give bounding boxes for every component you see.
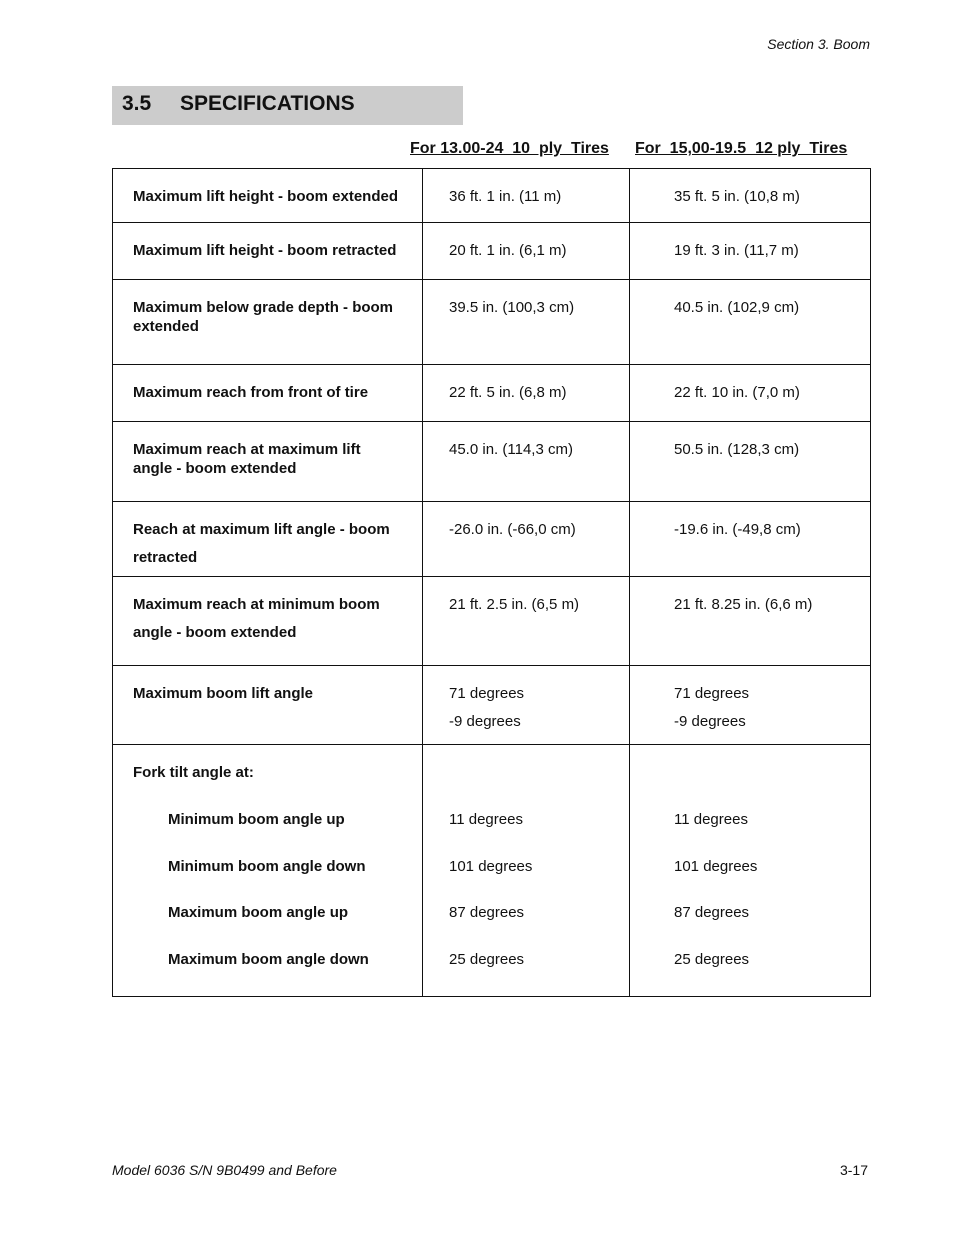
value-line: 71 degrees <box>449 685 525 702</box>
fork-item-value: 25 degrees <box>449 950 525 968</box>
spec-label: Maximum reach from front of tire <box>113 365 423 422</box>
fork-item-label: Minimum boom angle up <box>168 811 345 828</box>
value-line: -9 degrees <box>674 713 746 730</box>
footer-model: Model 6036 S/N 9B0499 and Before <box>112 1162 337 1178</box>
table-row-fork-tilt <box>113 745 871 997</box>
spec-value-15-00-19-5: 22 ft. 10 in. (7,0 m) <box>630 365 871 422</box>
fork-values-15-00-19-5 <box>630 745 871 997</box>
spec-label-line: angle - boom extended <box>133 624 297 641</box>
spec-value-15-00-19-5: 21 ft. 8.25 in. (6,6 m) <box>630 577 871 666</box>
table-row <box>113 502 871 577</box>
fork-item-label: Maximum boom angle up <box>168 904 349 921</box>
page-number: 3-17 <box>839 1162 868 1178</box>
spec-label-line: Maximum reach at minimum boom <box>133 596 380 613</box>
table-row <box>113 223 871 280</box>
spec-value-15-00-19-5 <box>630 666 871 745</box>
table-row <box>113 365 871 422</box>
spec-label <box>113 502 423 577</box>
table-row <box>113 169 871 223</box>
spec-value-15-00-19-5: 35 ft. 5 in. (10,8 m) <box>630 169 871 223</box>
fork-item-label: Maximum boom angle down <box>168 950 369 968</box>
spec-label: Maximum lift height - boom retracted <box>113 223 423 280</box>
spec-value-13-00-24: 39.5 in. (100,3 cm) <box>423 280 630 365</box>
fork-item-value: 87 degrees <box>674 904 750 921</box>
spec-value-13-00-24 <box>423 666 630 745</box>
value-line: 71 degrees <box>674 685 750 702</box>
spec-value-13-00-24: 45.0 in. (114,3 cm) <box>423 422 630 502</box>
specifications-table <box>112 168 871 997</box>
fork-item-label: Minimum boom angle down <box>168 857 366 875</box>
table-row <box>113 422 871 502</box>
spec-label-line: Reach at maximum lift angle - boom <box>133 521 390 538</box>
spec-value-15-00-19-5: 19 ft. 3 in. (11,7 m) <box>630 223 871 280</box>
fork-item-value: 11 degrees <box>674 811 748 828</box>
spec-label: Maximum below grade depth - boom extended <box>113 280 423 365</box>
spec-label: Maximum boom lift angle <box>113 666 423 745</box>
section-number: 3.5 <box>122 92 152 115</box>
spec-label-line: retracted <box>133 549 198 566</box>
fork-item-value: 87 degrees <box>449 904 525 921</box>
column-header-15-00-19-5: For 15,00-19.5 12 ply Tires <box>635 140 848 157</box>
spec-value-15-00-19-5: 40.5 in. (102,9 cm) <box>630 280 871 365</box>
spec-value-13-00-24: 20 ft. 1 in. (6,1 m) <box>423 223 630 280</box>
fork-tilt-labels <box>113 745 423 997</box>
fork-item-value: 11 degrees <box>449 811 523 828</box>
fork-item-value: 101 degrees <box>449 857 533 875</box>
table-row <box>113 280 871 365</box>
running-header: Section 3. Boom <box>767 36 870 52</box>
spec-value-15-00-19-5: 50.5 in. (128,3 cm) <box>630 422 871 502</box>
value-line: -9 degrees <box>449 713 521 730</box>
spec-label: Maximum reach at maximum lift angle - boom extended <box>113 422 423 502</box>
table-row <box>113 577 871 666</box>
fork-item-value: 101 degrees <box>674 857 758 875</box>
fork-values-13-00-24 <box>423 745 630 997</box>
fork-tilt-heading: Fork tilt angle at: <box>133 764 254 781</box>
spec-value-13-00-24: 36 ft. 1 in. (11 m) <box>423 169 630 223</box>
column-header-13-00-24: For 13.00-24 10 ply Tires <box>410 140 609 157</box>
spec-value-15-00-19-5: -19.6 in. (-49,8 cm) <box>630 502 871 577</box>
spec-label: Maximum lift height - boom extended <box>113 169 423 223</box>
section-heading <box>112 86 463 125</box>
section-title: SPECIFICATIONS <box>180 92 355 115</box>
spec-value-13-00-24: 21 ft. 2.5 in. (6,5 m) <box>423 577 630 666</box>
spec-value-13-00-24: 22 ft. 5 in. (6,8 m) <box>423 365 630 422</box>
fork-item-value: 25 degrees <box>674 950 750 968</box>
spec-value-13-00-24: -26.0 in. (-66,0 cm) <box>423 502 630 577</box>
spec-label <box>113 577 423 666</box>
table-row <box>113 666 871 745</box>
